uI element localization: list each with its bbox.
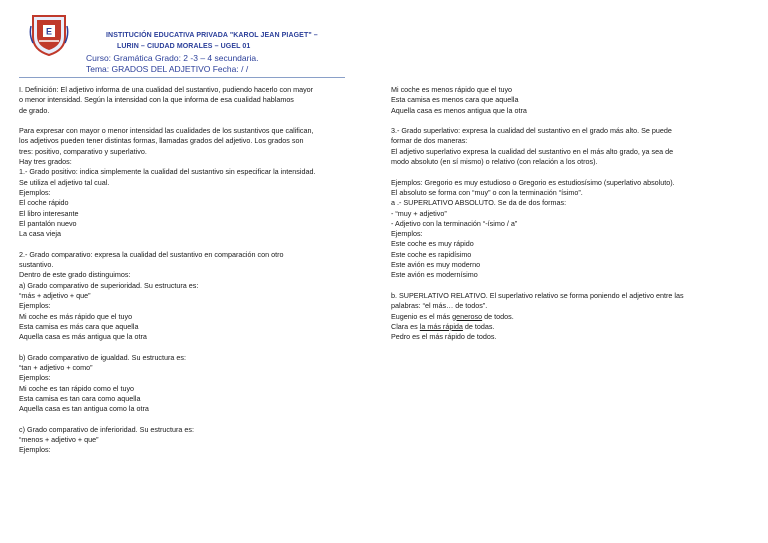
blank-line (391, 116, 751, 126)
text-line: palabras: “el más… de todos”. (391, 301, 488, 311)
text-line: Mi coche es menos rápido que el tuyo (391, 85, 513, 94)
blank-line (391, 167, 751, 177)
right-column (391, 85, 751, 342)
left-column (19, 85, 369, 456)
text-line: - “muy + adjetivo” (391, 208, 447, 218)
text-line: 2.- Grado comparativo: expresa la cualidad del sustantivo en comparación con otro (19, 249, 284, 259)
text-line: c) Grado comparativo de inferioridad. Su estructura es: (19, 424, 194, 434)
header-divider (19, 77, 345, 78)
text-line: Este avión es modernísimo (391, 270, 478, 280)
text-line: La casa vieja (19, 229, 61, 239)
blank-line (19, 239, 369, 249)
text-line: de grado. (19, 105, 50, 115)
text-line: Ejemplos: (19, 373, 51, 383)
example-text: de todas. (462, 321, 495, 331)
text-line: los adjetivos pueden tener distintas formas, llamadas grados del adjetivo. Los grados son (19, 136, 304, 146)
example-eugenio (391, 312, 751, 322)
text-line: tres: positivo, comparativo y superlativo. (19, 146, 147, 156)
blank-line (19, 415, 369, 425)
school-location: LURIN – CIUDAD MORALES – UGEL 01 (117, 43, 251, 50)
underlined-adjective: la más rápida (419, 321, 463, 331)
text-line: sustantivo. (19, 260, 54, 270)
text-line: El pantalón nuevo (19, 218, 77, 228)
text-line: Ejemplos: Gregorio es muy estudioso o Gregorio es estudiosísimo (superlativo absoluto). (391, 177, 675, 187)
text-line: b) Grado comparativo de igualdad. Su estructura es: (19, 352, 187, 362)
blank-line (391, 281, 751, 291)
text-line: a) Grado comparativo de superioridad. Su estructura es: (19, 280, 199, 290)
text-line: I. Definición: El adjetivo informa de una cualidad del sustantivo, pudiendo hacerlo con mayor (19, 85, 314, 94)
text-line: Ejemplos: (19, 187, 51, 197)
text-line: El coche rápido (19, 198, 69, 208)
text-line: Ejemplos: (391, 229, 423, 239)
example-text: Eugenio es el más (391, 311, 453, 321)
text-line: El absoluto se forma con “muy” o con la terminación “ísimo”. (391, 187, 583, 197)
text-line: Aquella casa es menos antigua que la otra (391, 105, 527, 115)
text-line: Esta camisa es tan cara como aquella (19, 393, 141, 403)
text-line: a .- SUPERLATIVO ABSOLUTO. Se da de dos formas: (391, 198, 567, 208)
blank-line (19, 342, 369, 352)
text-line: El adjetivo superlativo expresa la cualidad del sustantivo en el más alto grado, ya sea de (391, 146, 674, 156)
underlined-adjective: generoso (452, 311, 483, 321)
school-crest-logo (29, 13, 69, 57)
text-line: modo absoluto (en sí mismo) o relativo (con relación a los otros). (391, 157, 598, 167)
text-line: Aquella casa es tan antigua como la otra (19, 404, 149, 414)
example-text: de todos. (482, 311, 514, 321)
text-line: Mi coche es más rápido que el tuyo (19, 311, 133, 321)
text-line: Hay tres grados: (19, 157, 72, 167)
text-line: Este avión es muy moderno (391, 260, 481, 270)
right-column-paragraphs (391, 85, 751, 312)
text-line: Ejemplos: (19, 445, 51, 455)
text-line: Este coche es muy rápido (391, 239, 474, 249)
text-line: Mi coche es tan rápido como el tuyo (19, 383, 135, 393)
blank-line (19, 116, 369, 126)
text-line: 1.- Grado positivo: indica simplemente la cualidad del sustantivo sin especificar la intensidad. (19, 167, 316, 177)
example-clara (391, 322, 751, 332)
text-line: - Adjetivo con la terminación “-ísimo / a” (391, 218, 518, 228)
svg-text:E: E (45, 26, 53, 37)
text-line: “menos + adjetivo + que” (19, 435, 99, 445)
text-line: Ejemplos: (19, 301, 51, 311)
text-line: Dentro de este grado distinguimos: (19, 270, 131, 280)
text-line: o menor intensidad. Según la intensidad con la que informa de esa cualidad hablamos (19, 95, 294, 105)
text-line: Este coche es rapidísimo (391, 249, 472, 259)
text-line: Para expresar con mayor o menor intensidad las cualidades de los sustantivos que califican, (19, 126, 314, 136)
topic-line: Tema: GRADOS DEL ADJETIVO Fecha: / / (86, 64, 249, 74)
text-line: Esta camisa es más cara que aquella (19, 321, 139, 331)
text-line: “más + adjetivo + que” (19, 290, 91, 300)
text-line: “tan + adjetivo + como” (19, 363, 93, 373)
text-line: El libro interesante (19, 208, 79, 218)
text-line: 3.- Grado superlativo: expresa la cualidad del sustantivo en el grado más alto. Se puede (391, 126, 672, 136)
text-line: Esta camisa es menos cara que aquella (391, 95, 519, 105)
example-pedro: Pedro es el más rápido de todos. (391, 332, 497, 342)
text-line: Se utiliza el adjetivo tal cual. (19, 177, 110, 187)
text-line: Aquella casa es más antigua que la otra (19, 332, 147, 342)
example-text: Clara es (391, 321, 420, 331)
text-line: formar de dos maneras: (391, 136, 468, 146)
school-name: INSTITUCIÓN EDUCATIVA PRIVADA "KAROL JEAN PIAGET" – (106, 32, 318, 39)
course-line: Curso: Gramática Grado: 2 -3 – 4 secundaria. (86, 53, 259, 63)
text-line: b. SUPERLATIVO RELATIVO. El superlativo relativo se forma poniendo el adjetivo entre las (391, 290, 684, 300)
